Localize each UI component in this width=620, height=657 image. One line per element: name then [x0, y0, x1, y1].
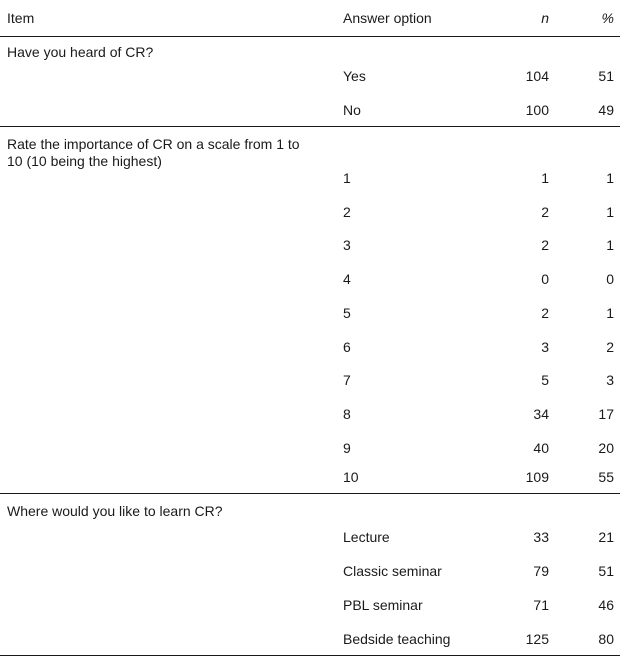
percent-value: 3 — [606, 372, 614, 388]
count-value: 79 — [533, 563, 549, 579]
count-value: 5 — [541, 372, 549, 388]
answer-option: 5 — [343, 305, 351, 321]
percent-value: 80 — [598, 631, 614, 647]
answer-option: 8 — [343, 406, 351, 422]
count-value: 2 — [541, 305, 549, 321]
answer-option: 2 — [343, 204, 351, 220]
table-bottom-border — [0, 655, 620, 656]
count-value: 0 — [541, 271, 549, 287]
answer-option: Classic seminar — [343, 563, 442, 579]
count-value: 125 — [525, 631, 549, 647]
answer-option: Bedside teaching — [343, 631, 451, 647]
header-divider — [0, 36, 620, 37]
count-value: 2 — [541, 204, 549, 220]
percent-value: 49 — [598, 102, 614, 118]
percent-value: 1 — [606, 305, 614, 321]
answer-option: 9 — [343, 440, 351, 456]
answer-option: 4 — [343, 271, 351, 287]
section-divider — [0, 493, 620, 494]
count-value: 34 — [533, 406, 549, 422]
answer-option: 6 — [343, 339, 351, 355]
count-value: 33 — [533, 529, 549, 545]
answer-option: 3 — [343, 237, 351, 253]
count-value: 2 — [541, 237, 549, 253]
count-value: 109 — [525, 469, 549, 485]
percent-value: 51 — [598, 563, 614, 579]
count-value: 71 — [533, 597, 549, 613]
percent-value: 20 — [598, 440, 614, 456]
percent-value: 51 — [598, 68, 614, 84]
count-value: 104 — [525, 68, 549, 84]
answer-option: Lecture — [343, 529, 390, 545]
count-value: 100 — [525, 102, 549, 118]
percent-value: 2 — [606, 339, 614, 355]
answer-option: 7 — [343, 372, 351, 388]
answer-option: PBL seminar — [343, 597, 423, 613]
column-header-percent: % — [601, 10, 614, 26]
column-header-item: Item — [7, 10, 35, 26]
answer-option: Yes — [343, 68, 366, 84]
answer-option: 1 — [343, 170, 351, 186]
section-item-rate-importance: Rate the importance of CR on a scale from 1 to 10 (10 being the highest) — [7, 136, 300, 169]
percent-value: 46 — [598, 597, 614, 613]
percent-value: 1 — [606, 237, 614, 253]
section-item-heard-of-cr: Have you heard of CR? — [7, 44, 154, 60]
answer-option: 10 — [343, 469, 359, 485]
percent-value: 1 — [606, 170, 614, 186]
percent-value: 17 — [598, 406, 614, 422]
percent-value: 1 — [606, 204, 614, 220]
column-header-n: n — [541, 10, 549, 26]
percent-value: 55 — [598, 469, 614, 485]
percent-value: 21 — [598, 529, 614, 545]
section-divider — [0, 126, 620, 127]
column-header-answer-option: Answer option — [343, 10, 432, 26]
count-value: 3 — [541, 339, 549, 355]
section-item-where-learn-cr: Where would you like to learn CR? — [7, 503, 223, 519]
percent-value: 0 — [606, 271, 614, 287]
count-value: 40 — [533, 440, 549, 456]
count-value: 1 — [541, 170, 549, 186]
answer-option: No — [343, 102, 361, 118]
